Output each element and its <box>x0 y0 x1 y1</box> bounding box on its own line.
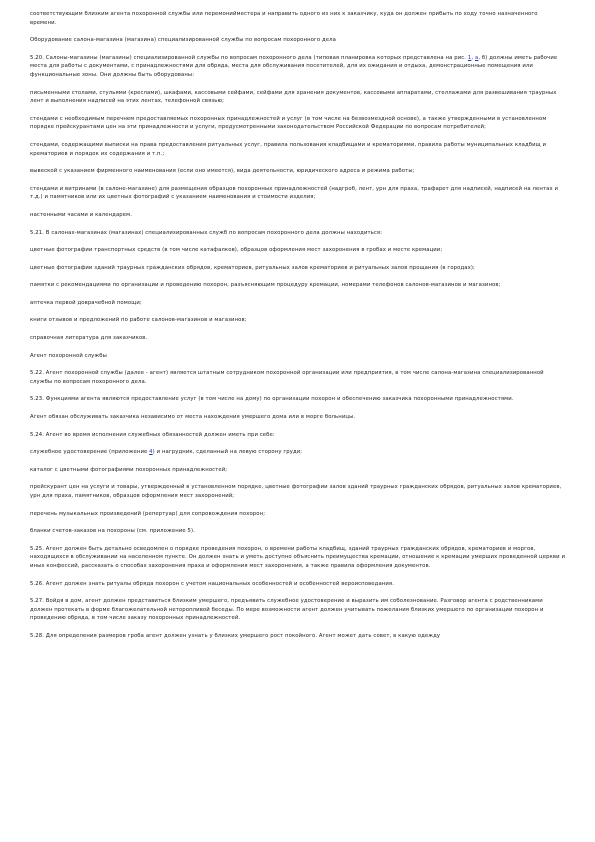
paragraph: 5.23. Функциями агента являются предоставление услуг (в том числе на дому) по организации похорон и обеспечению заказчика похоронными принадлежностями. <box>30 396 514 403</box>
paragraph: 5.20. Салоны-магазины (магазины) специализированной службы по вопросам похоронного дела (типовая планировка которых представлена на рис. 1, а, б) должны иметь рабочие места для работы с документами, с принадлежностями для обряда, места для обслуживания посетителей, для их ожидания и отдыха, демонстрационные помещения или функциональные зоны. Они должны быть оборудованы: <box>30 54 558 78</box>
paragraph: справочная литература для заказчиков. <box>30 335 148 342</box>
paragraph: настенными часами и календарем. <box>30 211 133 218</box>
paragraph: бланки счетов-заказов на похороны (см. приложение 5). <box>30 528 195 535</box>
paragraph: 5.24. Агент во время исполнения служебных обязанностей должен иметь при себе: <box>30 431 275 438</box>
paragraph: 5.21. В салонах-магазинах (магазинах) специализированных служб по вопросам похоронного дела должны находиться: <box>30 229 383 236</box>
paragraph: перечень музыкальных произведений (репертуар) для сопровождения похорон; <box>30 510 266 517</box>
paragraph: цветные фотографии транспортных средств (в том числе катафалков), образцов оформления мест захоронения в гробах и месте кремации; <box>30 247 443 254</box>
figure-link[interactable]: а <box>474 54 479 61</box>
paragraph: аптечка первой доврачебной помощи; <box>30 299 142 306</box>
paragraph: памятки с рекомендациями по организации и проведению похорон, разъясняющим процедуру кремации, номерами телефонов салонов-магазинов и магазинов; <box>30 282 501 289</box>
paragraph: письменными столами, стульями (креслами), шкафами, кассовыми сейфами, сейфами для хранения документов, кассовыми аппаратами, стеллажами для развешивания траурных лент и выполнения надписей на этих лентах, телефонной связью; <box>30 89 557 105</box>
paragraph: вывеской с указанием фирменного наименования (если оно имеется), вида деятельности, юридического адреса и режима работы; <box>30 168 415 175</box>
figure-link[interactable]: 1 <box>467 54 472 61</box>
paragraph: 5.27. Войдя в дом, агент должен представиться близким умершего, предъявить служебное удостоверение и выразить им соболезнование. Разговор агента с родственниками должен протекать в форме благожелательной неторопливой беседы. По мере возможности агент должен учитывать пожелания близких умершего по организации похорон и проведению обряда, в том числе заказу похоронных принадлежностей. <box>30 598 544 622</box>
paragraph: прейскурант цен на услуги и товары, утвержденный в установленном порядке, цветные фотографии залов зданий траурных гражданских обрядов, ритуальных залов крематориев, урн для праха, памятников, образцов оформления мест захоронений; <box>30 484 562 499</box>
section-heading: Оборудование салона-магазина (магазина) специализированной службы по вопросам похоронного дела <box>30 37 337 44</box>
paragraph: книги отзывов и предложений по работе салонов-магазинов и магазинов; <box>30 317 247 324</box>
section-heading: Агент похоронной службы <box>30 352 107 359</box>
paragraph: цветные фотографии зданий траурных гражданских обрядов, крематориев, ритуальных залов крематориев и ритуальных залов прощания (в городах); <box>30 264 475 271</box>
paragraph: 5.26. Агент должен знать ритуалы обряда похорон с учетом национальных особенностей и особенностей вероисповедания. <box>30 580 394 587</box>
paragraph: 5.28. Для определения размеров гроба агент должен узнать у близких умершего рост покойного. Агент может дать совет, в какую одежду <box>30 632 441 639</box>
paragraph: 5.25. Агент должен быть детально осведомлен о порядке проведения похорон, о времени работы кладбищ, зданий траурных гражданских обрядов, крематориев и моргов, находящихся в обслуживании на населенном пункте. Он должен знать и уметь доступно объяснить преимущества кремации, отношение к кремации умерших проведенной церкви и иных конфессий, рассказать о способах захоронения праха и оформления мест захоронения, а также правила оформления документов. <box>30 545 566 569</box>
paragraph: соответствующим близким агента похоронной службы или перемонийместера и направить одного из них к заказчику, куда он должен прибыть по ходу точно назначенного времени. <box>30 11 538 26</box>
paragraph: каталог с цветными фотографиями похоронных принадлежностей; <box>30 466 228 473</box>
paragraph: служебное удостоверение (приложение 4) и нагрудник, сделанный на левую сторону груди; <box>30 449 303 456</box>
paragraph: 5.22. Агент похоронной службы (далее - агент) является штатным сотрудником похоронной организации или предприятия, в том числе салона-магазина специализированной службы по вопросам похоронного дела. <box>30 370 544 385</box>
paragraph: стендами и витринами (в салоне-магазине) для размещения образцов похоронных принадлежностей (надгроб, лент, урн для праха, трафарет для надписей, надписей на лентах и т.д.) и памятников или их цветных фотографий с указанием наименования и стоимости изделия; <box>30 185 559 201</box>
paragraph: стендами с необходимым перечнем предоставляемых похоронных принадлежностей и услуг (в том числе на безвозмездной основе), а также утвержденными в установленном порядке прейскурантами цен на эти принадлежности и услуги, предусмотренными законодательством Российской Федерации по вопросам потребителей; <box>30 115 547 131</box>
paragraph: Агент обязан обслуживать заказчика независимо от места нахождения умершего дома или в морге больницы. <box>30 414 356 421</box>
appendix-link[interactable]: 4 <box>149 449 153 456</box>
paragraph: стендами, содержащими выписки на права предоставления ритуальных услуг, правила пользования кладбищами и крематориями, правила работы муниципальных кладбищ и крематориев и порядок их содержания и т.п.; <box>30 141 547 157</box>
